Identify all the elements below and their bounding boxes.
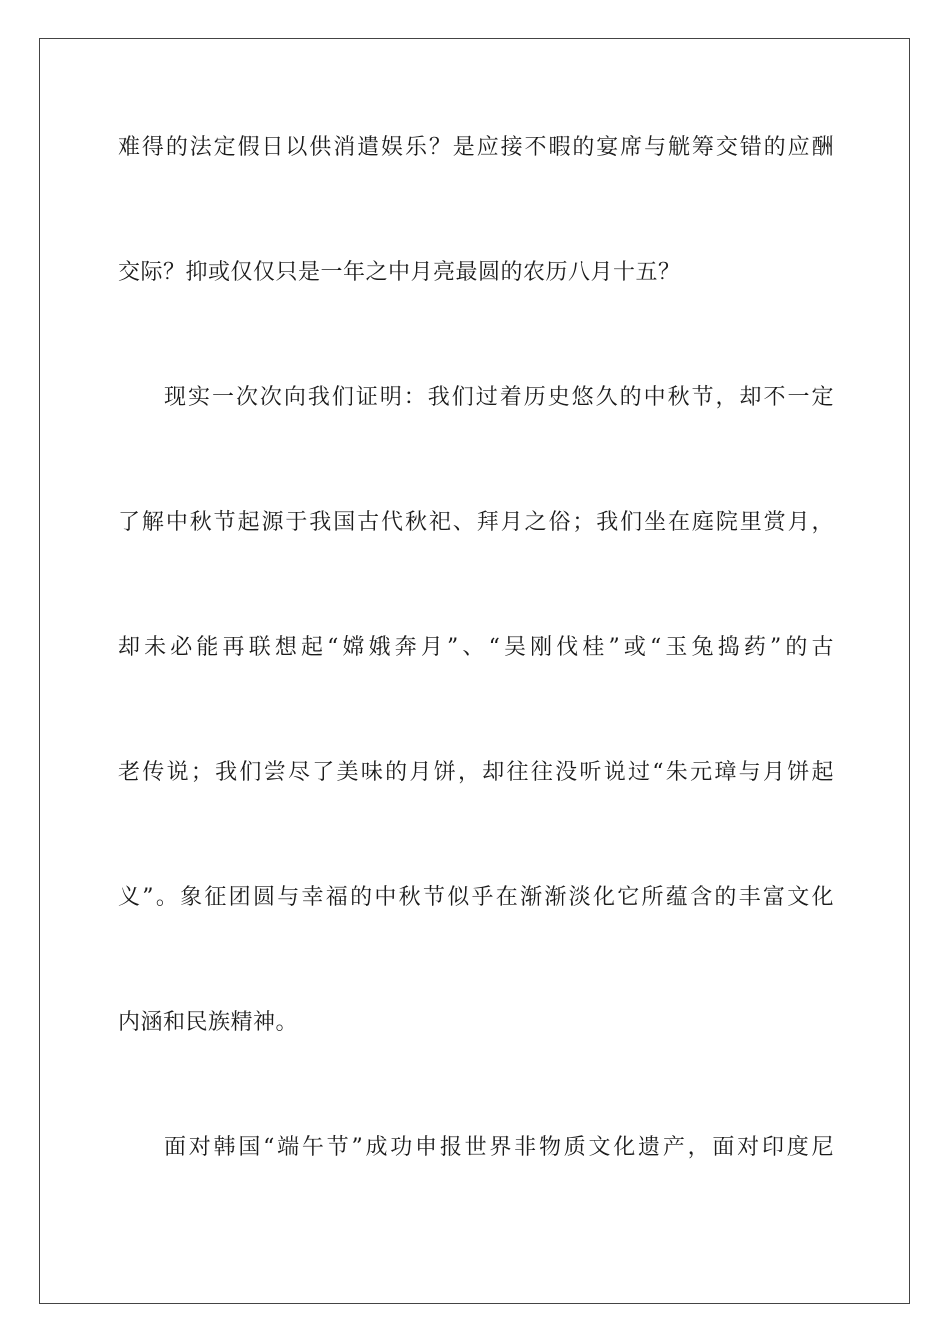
text-line-9: 面对韩国“端午节”成功申报世界非物质文化遗产，面对印度尼: [164, 1135, 834, 1160]
text-line-2: 交际？抑或仅仅只是一年之中月亮最圆的农历八月十五？: [118, 260, 681, 285]
text-line-4: 了解中秋节起源于我国古代秋祀、拜月之俗；我们坐在庭院里赏月，: [118, 510, 834, 535]
text-line-6: 老传说；我们尝尽了美味的月饼，却往往没听说过“朱元璋与月饼起: [118, 760, 834, 785]
text-line-5: 却未必能再联想起“嫦娥奔月”、“吴刚伐桂”或“玉兔捣药”的古: [118, 635, 834, 660]
text-line-8: 内涵和民族精神。: [118, 1010, 299, 1035]
page-border: [39, 38, 910, 1304]
text-line-7: 义”。象征团圆与幸福的中秋节似乎在渐渐淡化它所蕴含的丰富文化: [118, 885, 834, 910]
text-line-3: 现实一次次向我们证明：我们过着历史悠久的中秋节，却不一定: [164, 385, 834, 410]
text-line-1: 难得的法定假日以供消遣娱乐？是应接不暇的宴席与觥筹交错的应酬: [118, 135, 834, 160]
